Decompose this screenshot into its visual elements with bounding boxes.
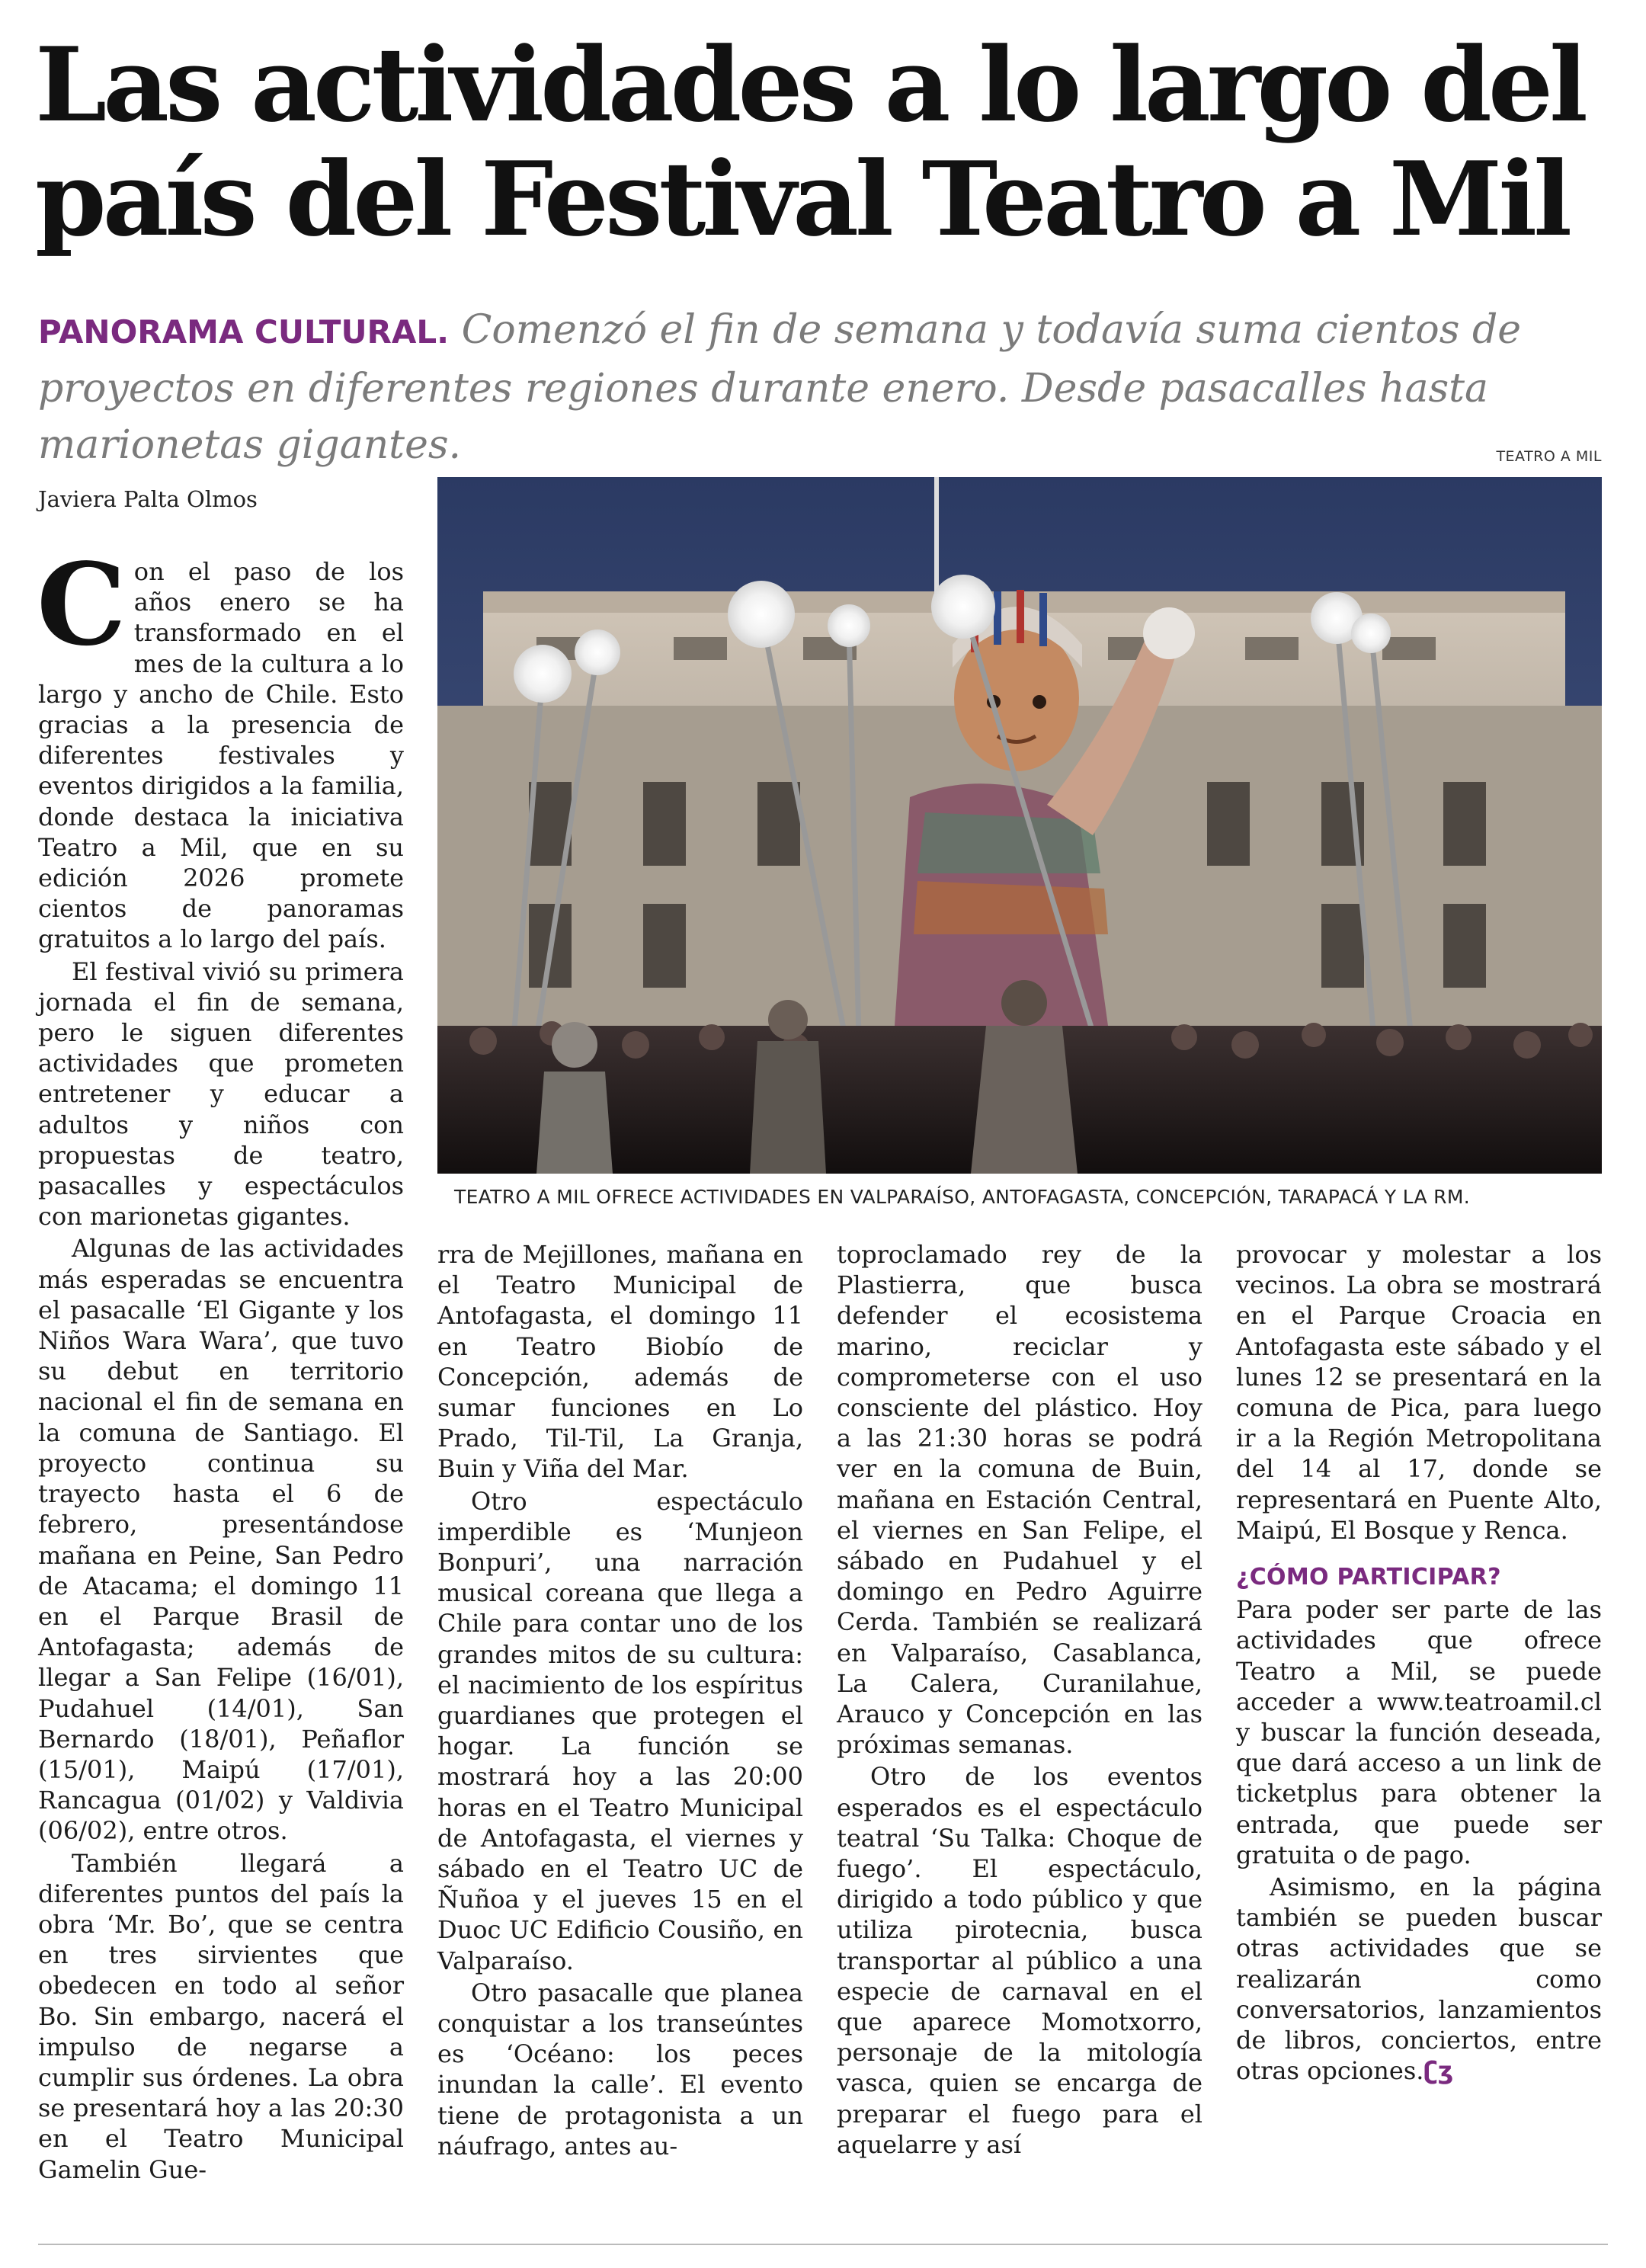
text-column-2 [437,1239,803,2161]
paragraph-5: Otro espectáculo imperdible es ‘Munjeon Bonpuri’, una narración musical coreana que llega a Chile para contar uno de los grandes mitos de su cultura: el nacimiento de los espíritus guardianes que protegen el hogar. La función se mostrará hoy a las 20:00 horas en el Teatro Municipal de Antofagasta, el viernes y sábado en el Teatro UC de Ñuñoa y el jueves 15 en el Duoc UC Edificio Cousiño, en Valparaíso. [437,1486,803,1975]
paragraph-3: Algunas de las actividades más esperadas se encuentra el pasacalle ‘El Gigante y los Niños Wara Wara’, que tuvo su debut en territorio nacional el fin de semana en la comuna de Santiago. El proyecto continua su trayecto hasta el 6 de febrero, presentándose mañana en Peine, San Pedro de Atacama; el domingo 11 en el Parque Brasil de Antofagasta; además de llegar a San Felipe (16/01), Pudahuel (14/01), San Bernardo (18/01), Peñaflor (15/01), Maipú (17/01), Rancagua (01/02) y Valdivia (06/02), entre otros. [38,1234,404,1846]
text-column-4 [1236,1239,1602,2086]
section-kicker: PANORAMA CULTURAL. [38,313,450,351]
paragraph-9 [1236,1872,1602,2086]
bottom-rule [38,2244,1608,2245]
article-photo [437,477,1602,1174]
drop-cap: C [37,538,126,671]
giant-puppet-photo [437,477,1602,1174]
end-mark: ʗʒ [1423,2056,1454,2086]
byline: Javiera Palta Olmos [38,486,258,512]
headline: Las actividades a lo largo del país del Festival Teatro a Mil [35,24,1584,259]
paragraph-8: Para poder ser parte de las actividades que ofrece Teatro a Mil, se puede acceder a www.teatroamil.cl y buscar la función deseada, que dará acceso a un link de ticketplus para obtener la entrada, que puede ser gratuita o de pago. [1236,1595,1602,1869]
photo-credit: TEATRO A MIL [1496,448,1602,465]
paragraph-1-text: on el paso de los años enero se ha transformado en el mes de la cultura a lo largo y ancho de Chile. Esto gracias a la presencia de diferentes festivales y eventos dirigidos a la familia, donde destaca la iniciativa Teatro a Mil, que en su edición 2026 promete cientos de panoramas gratuitos a lo largo del país. [38,557,404,954]
deck-text: Comenzó el fin de semana y todavía suma cientos de proyectos en diferentes regiones durante enero. Desde pasacalles hasta marionetas gigantes. [38,307,1522,468]
paragraph-4-start: También llegará a diferentes puntos del país la obra ‘Mr. Bo’, que se centra en tres sirvientes que obedecen en todo al señor Bo. Sin embargo, nacerá el impulso de negarse a cumplir sus órdenes. La obra se presentará hoy a las 20:30 en el Teatro Municipal Gamelin Gue- [38,1848,404,2184]
text-column-3 [837,1239,1202,2160]
text-column-1 [37,538,404,2185]
paragraph-4-continued: rra de Mejillones, mañana en el Teatro Municipal de Antofagasta, el domingo 11 en Teatro Biobío de Concepción, además de sumar funciones en Lo Prado, Til-Til, La Granja, Buin y Viña del Mar. [437,1240,803,1484]
deck [38,302,1616,473]
paragraph-7-start: Otro de los eventos esperados es el espectáculo teatral ‘Su Talka: Choque de fuego’. El espectáculo, dirigido a todo público y que utiliza pirotecnia, busca transportar al público a una especie de carnaval en el que aparece Momotxorro, personaje de la mitología vasca, quien se encarga de preparar el fuego para el aquelarre y así [837,1762,1202,2159]
subhead-como-participar: ¿CÓMO PARTICIPAR? [1236,1564,1501,1591]
paragraph-6-continued: toproclamado rey de la Plastierra, que busca defender el ecosistema marino, reciclar y comprometerse con el uso consciente del plástico. Hoy a las 21:30 horas se podrá ver en la comuna de Buin, mañana en Estación Central, el viernes en San Felipe, el sábado en Pudahuel y el domingo en Pedro Aguirre Cerda. También se realizará en Valparaíso, Casablanca, La Calera, Curanilahue, Arauco y Concepción en las próximas semanas. [837,1240,1202,1760]
paragraph-1 [37,538,404,955]
paragraph-2: El festival vivió su primera jornada el fin de semana, pero le siguen diferentes actividades que prometen entretener y educar a adultos y niños con propuestas de teatro, pasacalles y espectáculos con marionetas gigantes. [38,956,404,1232]
paragraph-7-continued: provocar y molestar a los vecinos. La obra se mostrará en el Parque Croacia en Antofagasta este sábado y el lunes 12 se presentará en la comuna de Pica, para luego ir a la Región Metropolitana del 14 al 17, donde se representará en Puente Alto, Maipú, El Bosque y Renca. [1236,1240,1602,1545]
photo-caption: TEATRO A MIL OFRECE ACTIVIDADES EN VALPARAÍSO, ANTOFAGASTA, CONCEPCIÓN, TARAPACÁ Y LA RM. [454,1186,1470,1208]
paragraph-6-start: Otro pasacalle que planea conquistar a los transeúntes es ‘Océano: los peces inundan la calle’. El evento tiene de protagonista a un náufrago, antes au- [437,1978,803,2161]
paragraph-9-text: Asimismo, en la página también se pueden buscar otras actividades que se realizarán como conversatorios, lanzamientos de libros, conciertos, entre otras opciones. [1236,1872,1602,2086]
